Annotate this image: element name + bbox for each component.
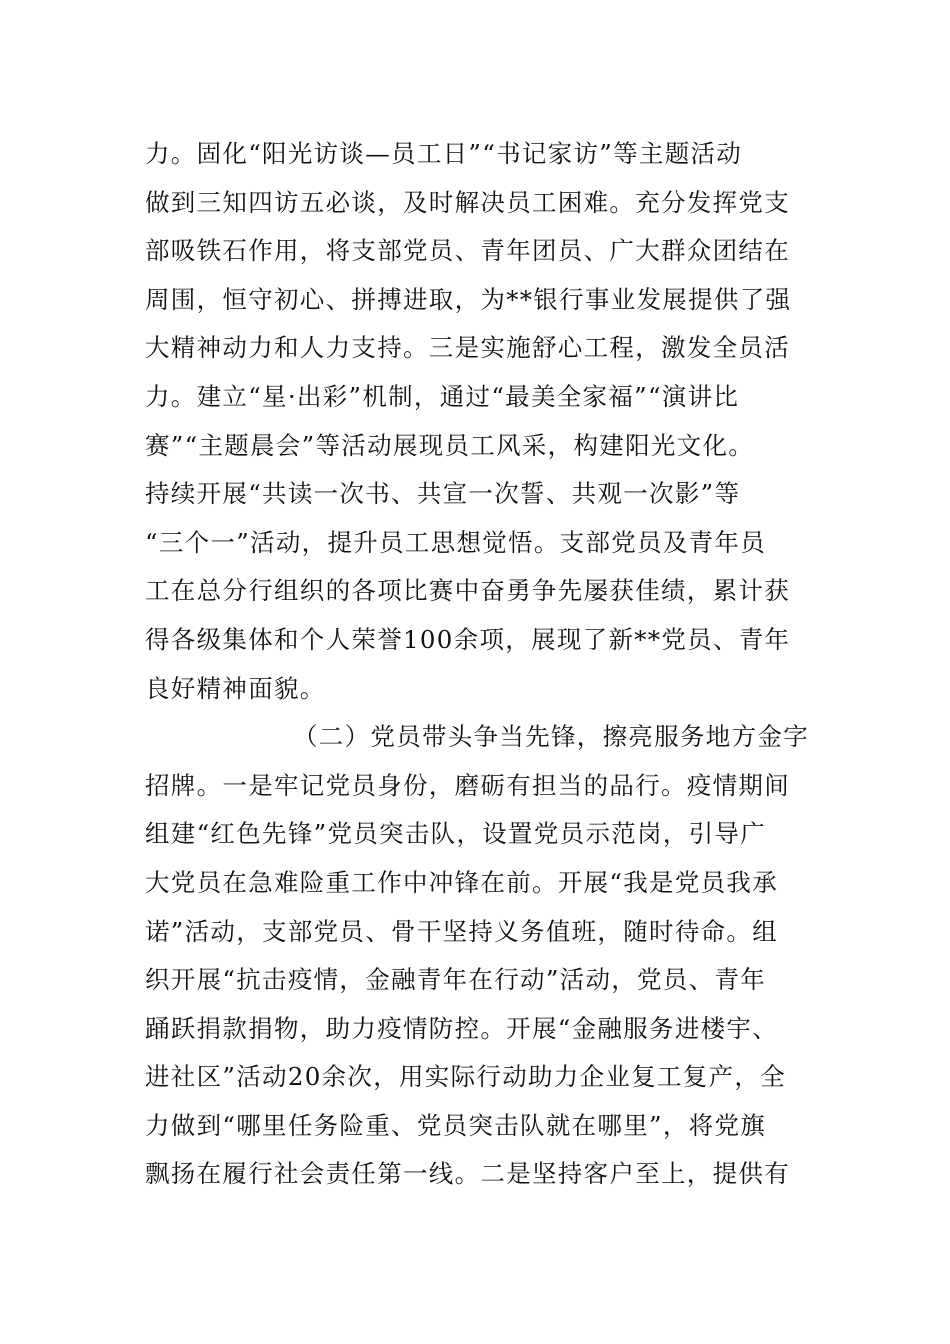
- text-line: “三个一”活动，提升员工思想觉悟。支部党员及青年员: [145, 527, 767, 557]
- text-line: 织开展“抗击疫情，金融青年在行动”活动，党员、青年: [145, 965, 767, 995]
- text-line: 组建“红色先锋”党员突击队，设置党员示范岗，引导广: [145, 819, 767, 849]
- text-line: 力做到“哪里任务险重、党员突击队就在哪里”，将党旗: [145, 1110, 767, 1140]
- text-line: 持续开展“共读一次书、共宣一次誓、共观一次影”等: [145, 479, 741, 509]
- text-line: 踊跃捐款捐物，助力疫情防控。开展“金融服务进楼宇、: [145, 1013, 779, 1043]
- text-line: 做到三知四访五必谈，及时解决员工困难。充分发挥党支: [145, 187, 790, 217]
- text-line: 诺”活动，支部党员、骨干坚持义务值班，随时待命。组: [145, 916, 779, 946]
- text-line: 飘扬在履行社会责任第一线。二是坚持客户至上，提供有: [145, 1159, 790, 1189]
- body-text: [145, 130, 815, 1199]
- text-line: 进社区”活动20余次，用实际行动助力企业复工复产，全: [145, 1062, 786, 1092]
- text-line: 力。建立“星·出彩”机制，通过“最美全家福”“演讲比: [145, 381, 740, 411]
- text-line: 部吸铁石作用，将支部党员、青年团员、广大群众团结在: [145, 236, 790, 266]
- text-line: 得各级集体和个人荣誉100余项，展现了新**党员、青年: [145, 624, 791, 654]
- text-line: 工在总分行组织的各项比赛中奋勇争先屡获佳绩，累计获: [145, 576, 790, 606]
- text-line: 大党员在急难险重工作中冲锋在前。开展“我是党员我承: [145, 867, 779, 897]
- text-line: 力。固化“阳光访谈—员工日”“书记家访”等主题活动: [145, 139, 743, 168]
- text-line: 大精神动力和人力支持。三是实施舒心工程，激发全员活: [145, 333, 790, 363]
- section-heading: （二）党员带头争当先锋，擦亮服务地方金字: [293, 722, 809, 752]
- text-line: 赛”“主题晨会”等活动展现员工风采，构建阳光文化。: [145, 430, 755, 460]
- text-line: 周围，恒守初心、拼搏进取，为**银行事业发展提供了强: [145, 284, 792, 314]
- text-line: 良好精神面貌。: [145, 673, 326, 703]
- text-line: 招牌。一是牢记党员身份，磨砺有担当的品行。疫情期间: [145, 770, 790, 800]
